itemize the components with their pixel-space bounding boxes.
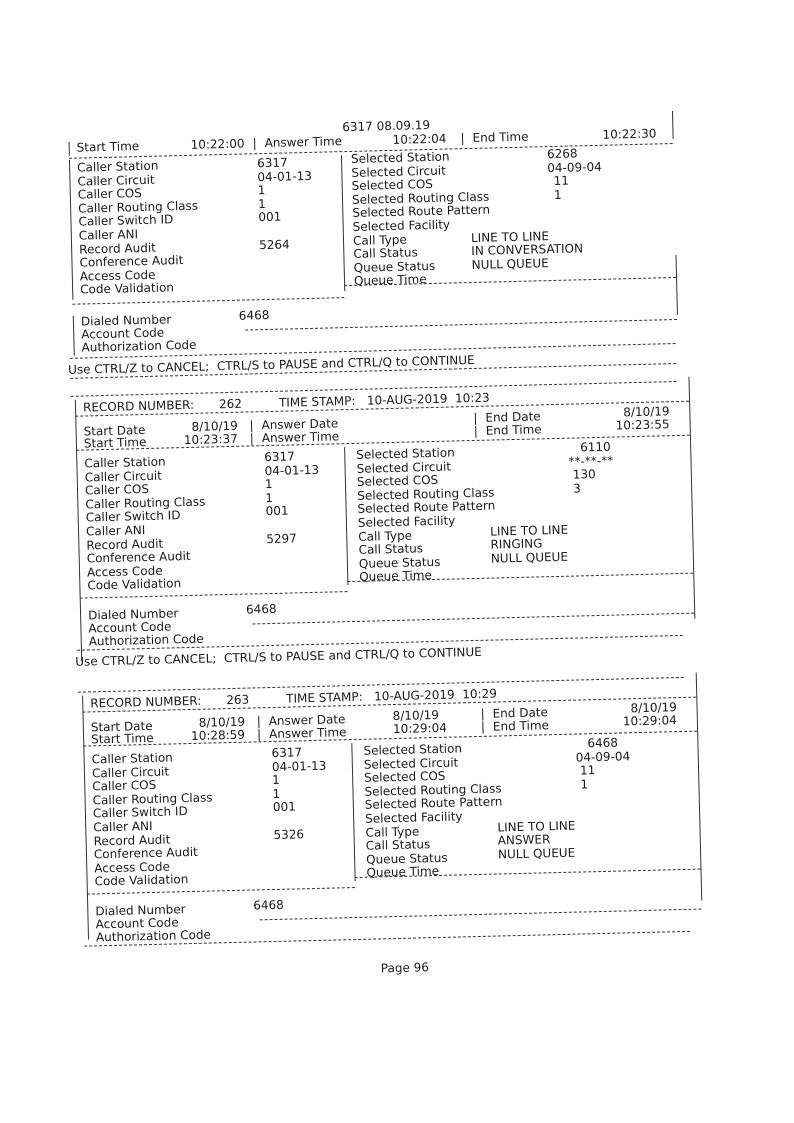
caller-field-value: 6317 bbox=[256, 155, 288, 171]
caller-field-label: Caller COS bbox=[84, 482, 150, 498]
selected-field-label: Selected Route Pattern bbox=[364, 794, 503, 813]
dialed-number-value: 6468 bbox=[245, 601, 277, 617]
caller-field-label: Caller Routing Class bbox=[92, 790, 213, 808]
selected-field-value: 3 bbox=[572, 481, 581, 496]
start-time-label: Start Time bbox=[90, 730, 154, 747]
selected-field-label: Call Type bbox=[365, 824, 420, 840]
border-line bbox=[688, 377, 695, 619]
selected-field-label: Selected Route Pattern bbox=[357, 498, 496, 517]
selected-field-value: 11 bbox=[553, 173, 570, 189]
selected-field-label: Selected COS bbox=[356, 473, 439, 490]
border-line bbox=[82, 696, 89, 940]
dashed-rule bbox=[245, 319, 677, 331]
start-date-value: 8/10/19 bbox=[191, 418, 238, 434]
border-line bbox=[69, 160, 73, 300]
answer-time-label: Answer Time bbox=[264, 134, 343, 151]
ctrl-instructions: Use CTRL/Z to CANCEL; CTRL/S to PAUSE and CTRL/Q to CONTINUE bbox=[67, 352, 475, 377]
column-divider bbox=[344, 447, 348, 585]
caller-field-label: Conference Audit bbox=[79, 253, 184, 270]
separator: | bbox=[256, 714, 261, 729]
selected-field-value: 6268 bbox=[546, 146, 578, 162]
caller-field-label: Caller Station bbox=[91, 750, 173, 767]
selected-field-label: Call Type bbox=[352, 232, 407, 248]
end-time-value: 10:22:30 bbox=[602, 126, 657, 142]
caller-field-label: Access Code bbox=[86, 563, 163, 580]
separator: | bbox=[480, 706, 485, 721]
end-time-value: 10:23:55 bbox=[615, 417, 670, 433]
ctrl-instructions: Use CTRL/Z to CANCEL; CTRL/S to PAUSE and CTRL/Q to CONTINUE bbox=[75, 644, 482, 669]
page-number: Page 96 bbox=[380, 960, 430, 976]
selected-field-label: Queue Status bbox=[353, 258, 436, 275]
dialed-number-label: Dialed Number bbox=[80, 312, 172, 329]
selected-field-value: 11 bbox=[579, 763, 596, 778]
selected-field-label: Selected Route Pattern bbox=[352, 202, 491, 221]
separator: | bbox=[473, 410, 478, 425]
separator: | bbox=[252, 136, 257, 151]
selected-field-value: **-**-** bbox=[568, 453, 614, 469]
caller-field-value: 04-01-13 bbox=[264, 462, 320, 478]
selected-field-value: LINE TO LINE bbox=[497, 818, 576, 835]
dialed-number-label: Dialed Number bbox=[87, 606, 179, 623]
dashed-rule bbox=[80, 591, 348, 599]
selected-field-value: LINE TO LINE bbox=[490, 522, 569, 539]
answer-date-label: Answer Date bbox=[268, 712, 346, 729]
time-stamp-value: 10-AUG-2019 10:23 bbox=[366, 390, 490, 408]
caller-field-label: Caller COS bbox=[92, 778, 157, 794]
border-line bbox=[69, 142, 70, 156]
start-date-label: Start Date bbox=[83, 423, 146, 439]
caller-field-label: Caller Routing Class bbox=[85, 494, 206, 512]
record-number-value: 263 bbox=[226, 692, 250, 708]
selected-field-value: 6468 bbox=[587, 735, 619, 751]
caller-field-label: Caller Switch ID bbox=[85, 508, 181, 525]
caller-field-value: 5264 bbox=[258, 237, 290, 252]
selected-field-value: 130 bbox=[572, 467, 596, 482]
selected-field-label: Selected Facility bbox=[364, 809, 463, 826]
dashed-rule bbox=[72, 297, 344, 305]
selected-field-label: Call Status bbox=[365, 837, 431, 853]
dashed-rule bbox=[260, 909, 702, 921]
answer-time-value: 10:22:04 bbox=[392, 131, 447, 147]
caller-field-value: 1 bbox=[265, 490, 274, 505]
selected-field-value: IN CONVERSATION bbox=[471, 241, 584, 259]
selected-field-value: 6110 bbox=[579, 439, 611, 455]
selected-field-label: Selected Circuit bbox=[363, 755, 459, 772]
caller-field-label: Access Code bbox=[94, 859, 171, 876]
start-date-label: Start Date bbox=[90, 718, 153, 735]
partial-record-header: 6317 08.09.19 bbox=[342, 117, 431, 135]
answer-time-label: Answer Time bbox=[268, 725, 347, 742]
selected-field-label: Selected Routing Class bbox=[351, 189, 490, 207]
end-time-label: End Time bbox=[485, 422, 542, 438]
caller-field-value: 001 bbox=[272, 799, 296, 815]
caller-field-label: Code Validation bbox=[87, 576, 182, 593]
selected-field-label: Selected Circuit bbox=[351, 163, 446, 180]
selected-field-label: Selected Routing Class bbox=[357, 485, 495, 503]
caller-field-label: Caller Circuit bbox=[84, 468, 163, 485]
selected-field-label: Selected Circuit bbox=[356, 459, 452, 476]
caller-field-label: Record Audit bbox=[78, 240, 157, 257]
caller-field-label: Record Audit bbox=[86, 536, 164, 553]
selected-field-value: NULL QUEUE bbox=[497, 845, 576, 862]
border-line bbox=[73, 316, 75, 356]
separator: | bbox=[480, 719, 486, 734]
printout-page bbox=[60, 104, 720, 976]
caller-field-value: 1 bbox=[257, 183, 266, 198]
selected-field-label: Queue Status bbox=[365, 850, 448, 867]
caller-field-label: Conference Audit bbox=[93, 845, 198, 862]
authorization-code-label: Authorization Code bbox=[81, 337, 197, 355]
border-line bbox=[696, 673, 703, 901]
caller-field-value: 5326 bbox=[273, 826, 305, 842]
separator: | bbox=[249, 431, 255, 446]
selected-field-label: Queue Time bbox=[366, 864, 440, 881]
selected-field-value: ANSWER bbox=[497, 832, 551, 848]
caller-field-label: Caller Station bbox=[84, 454, 166, 471]
selected-field-label: Selected COS bbox=[363, 768, 446, 785]
caller-field-label: Caller Station bbox=[76, 158, 159, 175]
selected-field-label: Call Type bbox=[358, 528, 413, 544]
caller-field-label: Code Validation bbox=[79, 280, 175, 297]
caller-field-label: Caller Circuit bbox=[77, 172, 155, 189]
selected-field-label: Call Status bbox=[358, 541, 424, 558]
caller-field-label: Access Code bbox=[79, 267, 156, 284]
separator: | bbox=[249, 418, 254, 433]
call-record bbox=[67, 376, 734, 672]
caller-field-value: 04-01-13 bbox=[271, 758, 327, 774]
caller-field-value: 04-01-13 bbox=[257, 168, 313, 184]
caller-field-label: Caller Circuit bbox=[91, 764, 170, 781]
caller-field-label: Caller ANI bbox=[78, 227, 139, 243]
caller-field-label: Conference Audit bbox=[86, 549, 191, 566]
selected-field-label: Selected Facility bbox=[357, 513, 456, 530]
caller-field-value: 6317 bbox=[264, 449, 296, 465]
end-time-label: End Time bbox=[492, 718, 550, 734]
dashed-rule bbox=[252, 613, 694, 625]
authorization-code-label: Authorization Code bbox=[88, 631, 204, 649]
caller-field-label: Caller ANI bbox=[85, 523, 146, 539]
selected-field-label: Selected Station bbox=[356, 445, 455, 462]
selected-field-value: 1 bbox=[553, 187, 562, 202]
start-time-value: 10:28:59 bbox=[190, 727, 246, 743]
answer-time-label: Answer Time bbox=[261, 429, 340, 446]
selected-field-label: Selected Station bbox=[350, 149, 450, 166]
caller-field-value: 1 bbox=[272, 773, 281, 788]
border-line bbox=[75, 400, 82, 662]
selected-field-label: Selected Facility bbox=[352, 217, 451, 234]
selected-field-value: 04-09-04 bbox=[547, 159, 602, 175]
end-date-label: End Date bbox=[485, 409, 541, 425]
caller-field-value: 1 bbox=[272, 786, 281, 801]
selected-field-value: 1 bbox=[580, 777, 589, 792]
caller-field-label: Caller ANI bbox=[93, 818, 153, 835]
time-stamp-value: 10-AUG-2019 10:29 bbox=[374, 686, 498, 704]
caller-field-label: Record Audit bbox=[93, 832, 171, 848]
caller-field-value: 5297 bbox=[266, 530, 297, 546]
dashed-rule bbox=[87, 887, 355, 895]
start-date-value: 8/10/19 bbox=[198, 714, 246, 730]
column-divider bbox=[341, 155, 345, 291]
record-number-value: 262 bbox=[218, 396, 243, 412]
end-date-value: 8/10/19 bbox=[623, 404, 670, 420]
end-time-value: 10:29:04 bbox=[622, 713, 677, 729]
answer-time-value: 10:29:04 bbox=[392, 720, 448, 737]
time-stamp-label: TIME STAMP: bbox=[286, 689, 363, 706]
selected-field-label: Queue Time bbox=[353, 272, 427, 289]
separator: | bbox=[256, 727, 262, 742]
account-code-label: Account Code bbox=[95, 915, 179, 932]
caller-field-value: 1 bbox=[257, 196, 266, 211]
separator: | bbox=[473, 423, 478, 438]
record-number-label: RECORD NUMBER: bbox=[90, 693, 202, 711]
dialed-number-value: 6468 bbox=[253, 897, 284, 913]
partial-record bbox=[60, 104, 720, 377]
record-number-label: RECORD NUMBER: bbox=[82, 397, 195, 415]
border-line bbox=[672, 111, 674, 139]
authorization-code-label: Authorization Code bbox=[95, 927, 212, 945]
caller-field-value: 001 bbox=[265, 503, 289, 519]
end-date-label: End Date bbox=[492, 705, 549, 721]
start-time-value: 10:23:37 bbox=[183, 431, 238, 448]
caller-field-value: 1 bbox=[264, 477, 273, 492]
selected-field-value: NULL QUEUE bbox=[471, 255, 549, 272]
call-record bbox=[74, 672, 741, 968]
time-stamp-label: TIME STAMP: bbox=[278, 393, 356, 410]
account-code-label: Account Code bbox=[88, 619, 172, 636]
caller-field-value: 6317 bbox=[271, 745, 303, 761]
caller-field-label: Caller Routing Class bbox=[77, 198, 199, 216]
start-time-label: Start Time bbox=[83, 434, 147, 451]
selected-field-label: Queue Time bbox=[359, 568, 433, 585]
end-time-label: End Time bbox=[472, 129, 529, 145]
dialed-number-value: 6468 bbox=[238, 307, 270, 323]
column-divider bbox=[351, 743, 355, 881]
answer-date-value: 8/10/19 bbox=[392, 707, 440, 724]
account-code-label: Account Code bbox=[81, 325, 165, 342]
selected-field-label: Selected Station bbox=[363, 741, 463, 758]
selected-field-value: 04-09-04 bbox=[575, 748, 631, 765]
caller-field-label: Caller Switch ID bbox=[78, 212, 174, 229]
selected-field-value: NULL QUEUE bbox=[490, 549, 569, 566]
caller-field-label: Caller Switch ID bbox=[92, 804, 188, 821]
selected-field-value: RINGING bbox=[490, 536, 543, 552]
end-date-value: 8/10/19 bbox=[630, 700, 677, 716]
start-time-value: 10:22:00 bbox=[190, 136, 245, 152]
dialed-number-label: Dialed Number bbox=[95, 902, 186, 919]
border-line bbox=[675, 255, 677, 315]
caller-field-label: Caller COS bbox=[77, 186, 142, 202]
caller-field-label: Code Validation bbox=[94, 872, 189, 889]
start-time-label: Start Time bbox=[76, 139, 140, 155]
separator: | bbox=[460, 131, 465, 146]
selected-field-value: LINE TO LINE bbox=[470, 228, 550, 245]
answer-date-label: Answer Date bbox=[261, 416, 339, 433]
caller-field-value: 001 bbox=[258, 210, 282, 225]
selected-field-label: Selected Routing Class bbox=[364, 781, 502, 799]
selected-field-label: Call Status bbox=[353, 245, 418, 262]
selected-field-label: Queue Status bbox=[358, 554, 441, 571]
selected-field-label: Selected COS bbox=[351, 177, 434, 194]
